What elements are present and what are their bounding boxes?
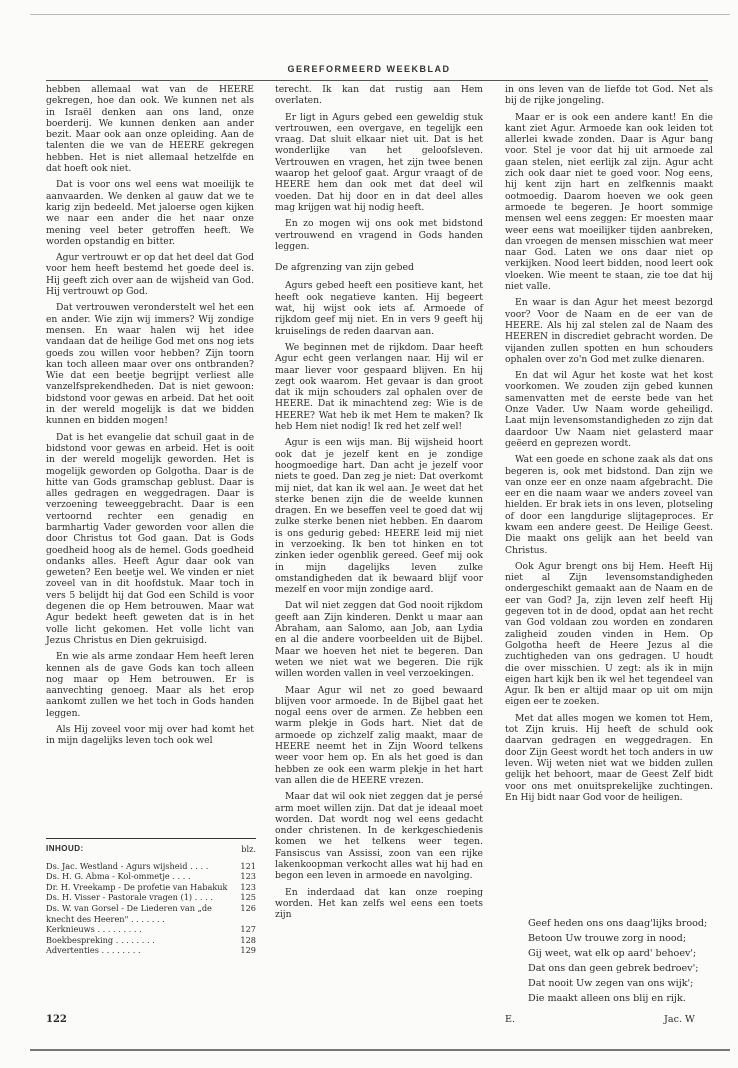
poem-line: Betoon Uw trouwe zorg in nood; xyxy=(528,933,687,944)
paragraph: Maar er is ook een andere kant! En die kant ziet Agur. Armoede kan ook leiden tot allerlei kwade zonden. Daar is Agur bang voor. Stel je voor dat hij uit armoede zal gaan stelen, niet eerlijk zal zijn. Agur acht zich ook daar niet te goed voor. Nog eens, hij kent zijn hart en zelfkennis maakt ootmoedig. Daarom hoeven we ook geen armoede te begeren. Je hoort sommige mensen wel eens zeggen: Er moesten maar weer eens wat moeilijker tijden aanbreken, dan vroegen de mensen misschien wat meer naar God. Laten we ons daar niet op verkijken. Nood leert bidden, nood leert ook vloeken. Wie meent te staan, zie toe dat hij niet valle. xyxy=(505,111,713,293)
toc-rule xyxy=(46,838,256,839)
paragraph: Maar dat wil ook niet zeggen dat je persé arm moet willen zijn. Dat dat je ideaal moet worden. Dat wordt nog wel eens gedacht onder christenen. In de kerkgeschiedenis komen we het telkens weer tegen. Fansiscus van Assissi, zoon van een rijke lakenkoopman verkocht alles wat hij had en begon een leven in armoede en navolging. xyxy=(275,791,483,882)
column-1 xyxy=(46,84,254,752)
toc-title: Ds. Jac. Westland - Agurs wijsheid . . . . xyxy=(46,860,209,871)
paragraph: Dat is het evangelie dat schuil gaat in de bidstond voor gewas en arbeid. Het is ooit in der wereld mogelijk geworden. Het is mogelijk geworden op Golgotha. Daar is de hitte van Gods gramschap geblust. Daar is alles gedragen en weggedragen. Daar is verzoening teweeggebracht. Daar is een vertoornd rechter een genadig en barmhartig Vader geworden voor allen die door Christus tot God gaan. Dat is Gods goedheid hoog als de hemel. Gods goedheid ondanks alles. Heeft Agur daar ook van geweten? Een beetje wel. We vinden er niet zoveel van in dit hoofdstuk. Maar toch in vers 5 belijdt hij dat God een Schild is voor degenen die op Hem betrouwen. Maar wat Agur bedekt heeft geweten dat is in het volle licht gekomen. Het volle licht van Jezus Christus en Dien gekruisigd. xyxy=(46,431,254,646)
poem-line: Geef heden ons ons daag'lijks brood; xyxy=(528,918,708,929)
toc-title: Ds. H. G. Abma - Kol-ommetje . . . . xyxy=(46,871,191,882)
header-rule xyxy=(46,80,708,81)
poem-line: Die maakt alleen ons blij en rijk. xyxy=(528,993,686,1004)
toc-row xyxy=(46,903,256,924)
poem-line: Dat ons dan geen gebrek bedroev'; xyxy=(528,963,699,974)
paragraph: Er ligt in Agurs gebed een geweldig stuk vertrouwen, een overgave, en tegelijk een vraag. Dat sluit elkaar niet uit. Dat is het wonderlijke van het geloofsleven. Vertrouwen en vragen, het zijn twee benen waarop het geloof gaat. Argur vraagt of de HEERE hem dan ook met dat deel wil voeden. Dat hij door en in dat deel alles mag krijgen wat hij nodig heeft. xyxy=(275,111,483,213)
toc-title: Boekbespreking . . . . . . . . xyxy=(46,934,155,945)
poem-line: Gij weet, wat elk op aard' behoev'; xyxy=(528,948,697,959)
signature-initial: E. xyxy=(505,1014,516,1025)
toc-page: 129 xyxy=(240,945,256,956)
paragraph: Met dat alles mogen we komen tot Hem, tot Zijn kruis. Hij heeft de schuld ook daarvan gedragen en weggedragen. En door Zijn Geest wordt het toch anders in uw leven. Wij weten niet wat we bidden zullen gelijk het behoort, maar de Geest Zelf bidt voor ons met onuitsprekelijke zuchtingen. En Hij bidt naar God voor de heiligen. xyxy=(505,712,713,803)
toc-row xyxy=(46,935,256,946)
page-number: 122 xyxy=(46,1014,67,1025)
toc-header xyxy=(46,844,256,855)
toc-page: 125 xyxy=(240,892,256,903)
toc-row xyxy=(46,945,256,956)
toc-title: Advertenties . . . . . . . . xyxy=(46,945,141,956)
paragraph: Agurs gebed heeft een positieve kant, het heeft ook negatieve kanten. Hij begeert wat, hij wijst ook iets af. Armoede of rijkdom geef mij niet. En in vers 9 geeft hij kruiselings de reden daarvan aan. xyxy=(275,280,483,337)
paragraph: Agur is een wijs man. Bij wijsheid hoort ook dat je jezelf kent en je zondige hoogmoedige hart. Dan acht je jezelf voor niets te goed. Dan zeg je niet: Dat overkomt mij niet, dat kan ik wel aan. Je weet dat het sterke benen zijn die de weelde kunnen dragen. En we beseffen veel te goed dat wij zulke sterke benen niet hebben. En daarom is ons gedurig gebed: HEERE leid mij niet in verzoeking. Ik ben tot hinken en tot zinken ieder ogenblik gereed. Geef mij ook in mijn dagelijks leven zulke omstandigheden dat ik bewaard blijf voor mezelf en voor mijn zondige aard. xyxy=(275,437,483,596)
toc-title: Ds. W. van Gorsel - De Liederen van „de knecht des Heeren" . . . . . . . xyxy=(46,902,212,924)
toc-page: 123 xyxy=(240,871,256,882)
paragraph: En dat wil Agur het koste wat het kost voorkomen. We zouden zijn gebed kunnen samenvatten met de eerste bede van het Onze Vader. Uw Naam worde geheiligd. Laat mijn levensomstandigheden zo zijn dat daardoor Uw Naam niet gelasterd maar geëerd en geprezen wordt. xyxy=(505,370,713,449)
toc-title: Kerknieuws . . . . . . . . . xyxy=(46,924,142,935)
paragraph: Dat vertrouwen veronderstelt wel het een en ander. Wie zijn wij immers? Wij zondige mensen. En waar halen wij het idee vandaan dat de heilige God met ons nog iets goeds zou willen voor hebben? Zijn toorn kan toch alleen maar over ons ontbranden? Wie dat een beetje begrijpt verliest alle vanzelfsprekendheden. Dat is niet gewoon: bidstond voor gewas en arbeid. Dat het ooit in der wereld mogelijk is dat we bidden kunnen en bidden mogen! xyxy=(46,302,254,427)
toc-title: Dr. H. Vreekamp - De profetie van Habakuk xyxy=(46,881,228,892)
toc-page: 126 xyxy=(240,902,256,913)
paragraph: Als Hij zoveel voor mij over had komt het in mijn dagelijks leven toch ook wel xyxy=(46,724,254,747)
paragraph: Dat wil niet zeggen dat God nooit rijkdom geeft aan Zijn kinderen. Denkt u maar aan Abraham, aan Salomo, aan Job, aan Lydia en al die andere voorbeelden uit de Bijbel. Maar we hoeven het niet te begeren. Dan weten we niet wat we begeren. Die rijk willen worden vallen in veel verzoekingen. xyxy=(275,600,483,680)
toc-page: 121 xyxy=(240,860,256,871)
poem xyxy=(528,916,707,1006)
paragraph: En inderdaad dat kan onze roeping worden. Het kan zelfs wel eens een toets zijn xyxy=(275,886,483,921)
paragraph: En zo mogen wij ons ook met bidstond vertrouwend en vragend in Gods handen leggen. xyxy=(275,218,483,252)
column-2 xyxy=(275,84,483,925)
toc-col-label: blz. xyxy=(241,844,256,854)
toc-heading: INHOUD: xyxy=(46,844,84,853)
poem-line: Dat nooit Uw zegen van ons wijk'; xyxy=(528,978,694,989)
running-head: GEREFORMEERD WEEKBLAD xyxy=(287,64,451,74)
toc-page: 123 xyxy=(240,881,256,892)
toc-row xyxy=(46,924,256,935)
paragraph: Maar Agur wil net zo goed bewaard blijven voor armoede. In de Bijbel gaat het nogal eens over de armen. Ze hebben een warm plekje in Gods hart. Niet dat de armoede op zichzelf zalig maakt, maar de HEERE neemt het in Zijn Woord telkens weer voor hem op. En als het goed is dan hebben ze ook een warm plekje in het hart van allen die de HEERE vrezen. xyxy=(275,684,483,786)
toc-row xyxy=(46,861,256,872)
toc-row xyxy=(46,882,256,893)
column-3 xyxy=(505,84,713,808)
toc-row xyxy=(46,892,256,903)
toc-page: 128 xyxy=(240,934,256,945)
paragraph: En waar is dan Agur het meest bezorgd voor? Voor de Naam en de eer van de HEERE. Als hij zal stelen zal de Naam des HEEREN in discrediet gebracht worden. De vijanden zullen spotten en hun schouders ophalen over zo'n God met zulke dienaren. xyxy=(505,297,713,365)
bottom-rule xyxy=(30,1049,730,1051)
table-of-contents xyxy=(46,838,256,956)
paragraph: We beginnen met de rijkdom. Daar heeft Agur echt geen verlangen naar. Hij wil er maar liever voor gespaard blijven. En hij zegt ook waarom. Het gevaar is dan groot dat ik mijn schouders zal ophalen over de HEERE. Dat ik minachtend zeg: Wie is de HEERE? Wat heb ik met Hem te maken? Ik heb Hem niet nodig! Ik red het zelf wel! xyxy=(275,341,483,433)
toc-page: 127 xyxy=(240,924,256,935)
toc-title: Ds. H. Visser - Pastorale vragen (1) . . . . xyxy=(46,892,213,903)
toc-row xyxy=(46,871,256,882)
signature-author: Jac. W xyxy=(664,1014,695,1025)
paragraph: hebben allemaal wat van de HEERE gekregen, hoe dan ook. We kunnen net als in Israël denken aan ons land, onze boerderij. We kunnen denken aan ander bezit. Maar ook aan onze opleiding. Aan de talenten die we van de HEERE gekregen hebben. Het is niet allemaal hetzelfde en dat hoeft ook niet. xyxy=(46,84,254,175)
section-heading: De afgrenzing van zijn gebed xyxy=(275,262,414,274)
paragraph: in ons leven van de liefde tot God. Net als bij de rijke jongeling. xyxy=(505,84,713,107)
paragraph: En wie als arme zondaar Hem heeft leren kennen als de gave Gods kan toch alleen nog maar op Hem betrouwen. Er is aanvechting genoeg. Maar als het erop aankomt zullen we het toch in Gods handen leggen. xyxy=(46,651,254,719)
paragraph: Ook Agur brengt ons bij Hem. Heeft Hij niet al Zijn levensomstandigheden ondergeschikt gemaakt aan de Naam en de eer van God? Ja, zijn leven zelf heeft Hij gegeven tot in de dood, opdat aan het recht van God voldaan zou worden en zondaren zaligheid zouden vinden in Hem. Op Golgotha heeft de Heere Jezus al die zuchtigheden van ons gedragen. U houdt die over misschien. U zegt: als ik in mijn eigen hart kijk ben ik wel het tegendeel van Agur. Ik ben er altijd maar op uit om mijn eigen eer te zoeken. xyxy=(505,560,713,708)
top-rule xyxy=(30,14,730,15)
paragraph: Agur vertrouwt er op dat het deel dat God voor hem heeft bestemd het goede deel is. Hij geeft zich over aan de wijsheid van God. Hij vertrouwt op God. xyxy=(46,252,254,298)
paragraph: Wat een goede en schone zaak als dat ons begeren is, ook met bidstond. Dan zijn we van onze eer en onze naam afgebracht. Die eer en die naam waar we anders zoveel van hielden. Er brak iets in ons leven, plotseling of door een langdurige slijtageproces. Er kwam een andere geest. De Heilige Geest. Die maakt ons gelijk aan het beeld van Christus. xyxy=(505,454,713,556)
paragraph: terecht. Ik kan dat rustig aan Hem overlaten. xyxy=(275,84,483,107)
paragraph: Dat is voor ons wel eens wat moeilijk te aanvaarden. We denken al gauw dat we te karig zijn bedeeld. Met jaloerse ogen kijken we naar een ander die het naar onze mening veel beter getroffen heeft. We worden opstandig en bitter. xyxy=(46,179,254,247)
